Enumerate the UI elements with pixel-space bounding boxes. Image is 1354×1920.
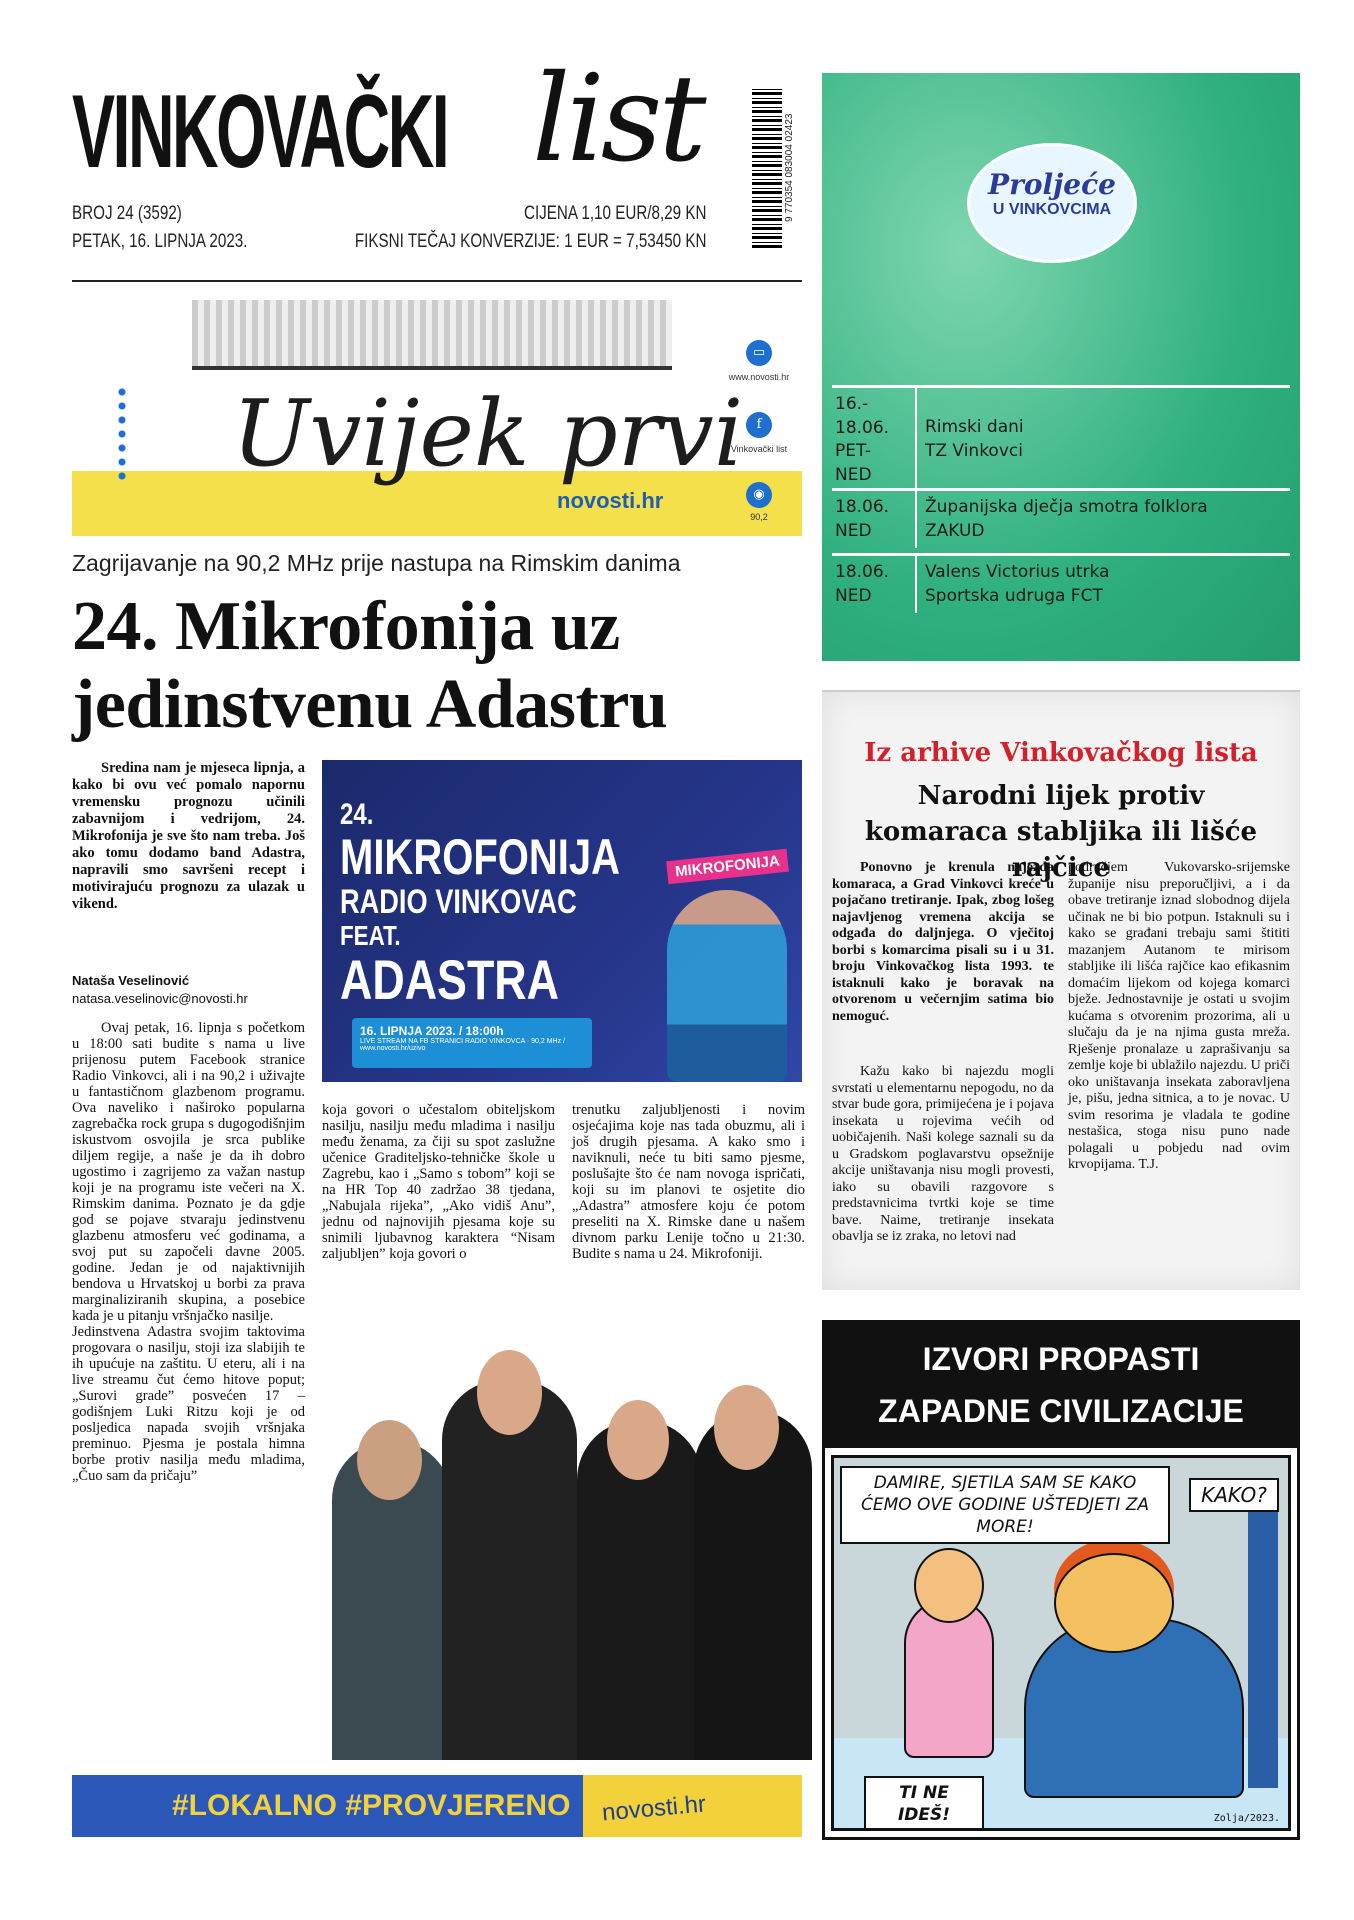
man-head bbox=[1054, 1553, 1174, 1653]
article-lead: Sredina nam je mjeseca lipnja, a kako bi ovu već pomalo napornu vremensku prognozu učinili zabavnijom i vedrijom, 24. Mikrofonija je sve što nam treba. Još ako tomu dodamo band Adastra, napravili smo savršeni recept i motivirajuću prognozu za ulazak u vikend. bbox=[72, 760, 305, 912]
archive-title: Narodni lijek protiv komaraca stabljika ili lišće rajčice bbox=[864, 781, 1258, 883]
banner-brand: novosti.hr bbox=[557, 488, 664, 513]
event-name: Županijska dječja smotra folklora bbox=[925, 497, 1208, 517]
archive-article bbox=[822, 690, 1300, 1290]
event-name: Valens Victorius utrka bbox=[925, 562, 1110, 582]
comic-title-line: ZAPADNE CIVILIZACIJE bbox=[878, 1393, 1244, 1429]
article-headline: 24. Mikrofonija uz jedinstvenu Adastru bbox=[72, 588, 668, 743]
events-box bbox=[822, 73, 1300, 661]
article-column-1-flow bbox=[72, 1020, 305, 1484]
event-row bbox=[832, 553, 1290, 613]
mikrofonija-badge: MIKROFONIJA bbox=[666, 849, 789, 885]
speech-bubble: DAMIRE, SJETILA SAM SE KAKO ĆEMO OVE GODINE UŠTEDJETI ZA MORE! bbox=[840, 1466, 1170, 1544]
comic-title bbox=[825, 1323, 1297, 1448]
speech-bubble: KAKO? bbox=[1189, 1478, 1279, 1512]
comic-title-line: IZVORI PROPASTI bbox=[922, 1341, 1200, 1377]
radio-icon: ◉ bbox=[746, 482, 772, 508]
archive-rubric: Iz arhive Vinkovačkog lista bbox=[864, 738, 1258, 768]
archive-body-1: Kažu kako bi najezdu mogli svrstati u elementarnu nepogodu, no da stvar bude gora, primijećena je i pojava insekata u rojevima većih od uobičajenih. Naši kolege saznali su da u Gradskom poglavarstvu opsežnije akcije uništavanja nisu mogli provesti, iako su obavili razgovore s predstavnicima tvrtki koje se time bave. Naime, tretiranje insekata obavlja se iz zraka, no letovi nad bbox=[832, 1064, 1054, 1244]
band-photo bbox=[322, 1330, 812, 1760]
promo-sub: LIVE STREAM NA FB STRANICI RADIO VINKOVCA · 90,2 MHz / www.novosti.hr/uzivo bbox=[360, 1038, 565, 1052]
article-column-2: koja govori o učestalom obiteljskom nasilju, nasilju među mladima i nasilju među ženama, za čiji su spot zaslužne učenice Graditeljsko-tehničke škole u Zagrebu, kao i „Samo s tobom” koji se na HR Top 40 zadržao 38 tjedana, „Nabujala rijeka”, „Ako vidiš Anu”, jednu od najnovijih pjesama koje su snimili ljubavnog karaktera “Nisam zaljubljen” koja govori o bbox=[322, 1102, 555, 1262]
speech-bubble: TI NE IDEŠ! bbox=[864, 1776, 984, 1831]
archive-lead: Ponovno je krenula najezda komaraca, a Grad Vinkovci kreće u pojačano tretiranje. Ipak, zbog lošeg najavljenog vremena akcija se odgađa do daljnjega. O vječitoj borbi s komarcima pisali su i u 31. broju Vinkovačkog lista 1993. te istaknuli kako je boravak na otvorenom u večernjim satima bio nemoguć. bbox=[832, 860, 1054, 1024]
event-date: 18.06. NED bbox=[832, 491, 917, 548]
mikrofonija-promo-image bbox=[322, 760, 802, 1082]
comic-signature: Zolja/2023. bbox=[1213, 1813, 1280, 1824]
guitarist-figure bbox=[667, 890, 787, 1082]
icon-label: www.novosti.hr bbox=[728, 372, 790, 382]
promo-date-bar bbox=[352, 1018, 592, 1068]
article-column-1: Ovaj petak, 16. lipnja s početkom u 18:00 sati budite s nama u live prijenosu putem Facebook stranice Radio Vinkovci, ali i na 90,2 i uživajte u fantastičnom glazbenom programu. Ova naveliko i naširoko popularna zagrebačka rock grupa s dugogodišnjim iskustvom osvojila je srca publike diljem regije, a naše je da ih dobro ugostimo i zagrijemo za važan nastup koji je na programu iste večeri na X. Rimskim danima. Poznato je da gdje god se pojave stvaraju jedinstvenu glazbenu atmosferu već godinama, a svoj put su započeli davne 2005. godine. Jedan je od najaktivnijih bendova u Hrvatskoj u borbi za prava marginaliziranih skupina, a posebice kada je u pitanju vršnjačko nasilje. bbox=[72, 1020, 305, 1324]
event-date: 18.06. NED bbox=[832, 556, 917, 613]
event-org: ZAKUD bbox=[925, 520, 985, 541]
banner-brand: novosti.hr bbox=[600, 1790, 707, 1827]
event-row bbox=[832, 385, 1290, 491]
event-org: TZ Vinkovci bbox=[925, 440, 1023, 461]
issue-date: PETAK, 16. LIPNJA 2023. bbox=[72, 231, 248, 252]
monitor-icon: ▭ bbox=[746, 340, 772, 366]
novosti-banner bbox=[72, 300, 802, 536]
price-info bbox=[354, 200, 706, 256]
article-kicker: Zagrijavanje na 90,2 MHz prije nastupa na Rimskim danima bbox=[72, 550, 681, 576]
banner-slogan: Uvijek prvi bbox=[232, 380, 744, 487]
proljece-logo bbox=[967, 143, 1137, 263]
icon-label: Vinkovački list bbox=[730, 444, 788, 454]
logo-line: U VINKOVCIMA bbox=[992, 201, 1112, 218]
event-org: Sportska udruga FCT bbox=[925, 585, 1103, 606]
promo-text: MIKROFONIJA bbox=[340, 829, 620, 885]
byline bbox=[72, 972, 312, 1008]
article-column-3: trenutku zaljubljenosti i novim osjećajima koje nas tada obuzmu, ali i još drugih pjesama. A kako smo i naviknuli, neće tu biti samo pjesme, poslušajte što će nam novoga ispričati, koji su im planovi te osjetite dio „Adastra” atmosfere koju će potom preseliti na X. Rimske dane u našem divnom parku Lenije točno u 21:30. Budite s nama u 24. Mikrofoniji. bbox=[572, 1102, 805, 1262]
event-info bbox=[917, 491, 1216, 548]
promo-text: FEAT. bbox=[340, 920, 401, 951]
issue-info bbox=[72, 200, 247, 256]
exchange-rate: FIKSNI TEČAJ KONVERZIJE: 1 EUR = 7,53450 KN bbox=[354, 231, 706, 252]
newspaper-strip bbox=[192, 300, 672, 370]
masthead-script: list bbox=[532, 50, 703, 189]
banner-tags: #LOKALNO #PROVJERENO bbox=[172, 1789, 571, 1822]
issue-number: BROJ 24 (3592) bbox=[72, 203, 182, 224]
woman-head bbox=[914, 1548, 984, 1623]
facebook-icon: f bbox=[746, 412, 772, 438]
lokalno-banner bbox=[72, 1775, 802, 1837]
promo-text: 24. bbox=[340, 798, 374, 831]
comic-panel bbox=[831, 1455, 1291, 1831]
event-row bbox=[832, 488, 1290, 548]
divider bbox=[72, 280, 802, 282]
author-email: natasa.veselinovic@novosti.hr bbox=[72, 991, 248, 1006]
icon-label: 90,2 bbox=[750, 512, 768, 522]
barcode bbox=[752, 88, 782, 248]
archive-body-2: područjem Vukovarsko-srijemske županije nisu preporučljivi, a i da obave tretiranje iznad slobodnog dijela učinak ne bi bio potpun. Istaknuli su i kako se građani trebaju sami štititi mazanjem Autanom te mirisom stabljike ili lišća rajčice kao efikasnim domaćim lijekom od kojega komarci bježe. Jednostavnije je ostati u svojim kućama s otvorenim prozorima, ali u slučaju da je na njima gusta mreža. Rješenje pronalaze u zaprašivanju sa zemlje koje bi ublažilo najezdu. U priči oko uništavanja insekata zaboravljena je, pišu, jedna sitnica, a to je novac. U svim resorima je vladala te godine nestašica, stoga nisu puno nade polagali u pobjedu nad ovim krvopijama. T.J. bbox=[1068, 860, 1290, 1172]
event-info bbox=[917, 556, 1117, 613]
masthead-title: VINKOVAČKI bbox=[72, 74, 448, 190]
promo-date: 16. LIPNJA 2023. / 18:00h bbox=[360, 1024, 504, 1038]
event-date: 16.- 18.06. PET- NED bbox=[832, 388, 917, 491]
logo-line: Proljeće bbox=[988, 168, 1116, 201]
author-name: Nataša Veselinović bbox=[72, 973, 190, 988]
price: CIJENA 1,10 EUR/8,29 KN bbox=[523, 203, 706, 224]
comic-strip bbox=[822, 1320, 1300, 1840]
event-info bbox=[917, 388, 1032, 491]
barcode-digits: 9 770354 083004 02423 bbox=[784, 113, 795, 223]
article-column-1-wrap: Jedinstvena Adastra svojim taktovima progovara o nasilju, stoji iza slabijih te ih upućuje na zaštitu. U eteru, ali i na live streamu čut ćemo hitove poput; „Surovi grade” posvećen 17 – godišnjem Luki Ritzu koji je od posljedica napada svojih vršnjaka preminuo. Pjesma je postala himna borbe protiv nasilja među mladima, „Čuo sam da pričaju” bbox=[72, 1324, 305, 1484]
curtain bbox=[1248, 1498, 1278, 1788]
event-name: Rimski dani bbox=[925, 417, 1024, 437]
promo-text: ADASTRA bbox=[340, 948, 560, 1011]
dots-decoration bbox=[117, 385, 127, 485]
promo-text: RADIO VINKOVAC bbox=[340, 883, 577, 921]
